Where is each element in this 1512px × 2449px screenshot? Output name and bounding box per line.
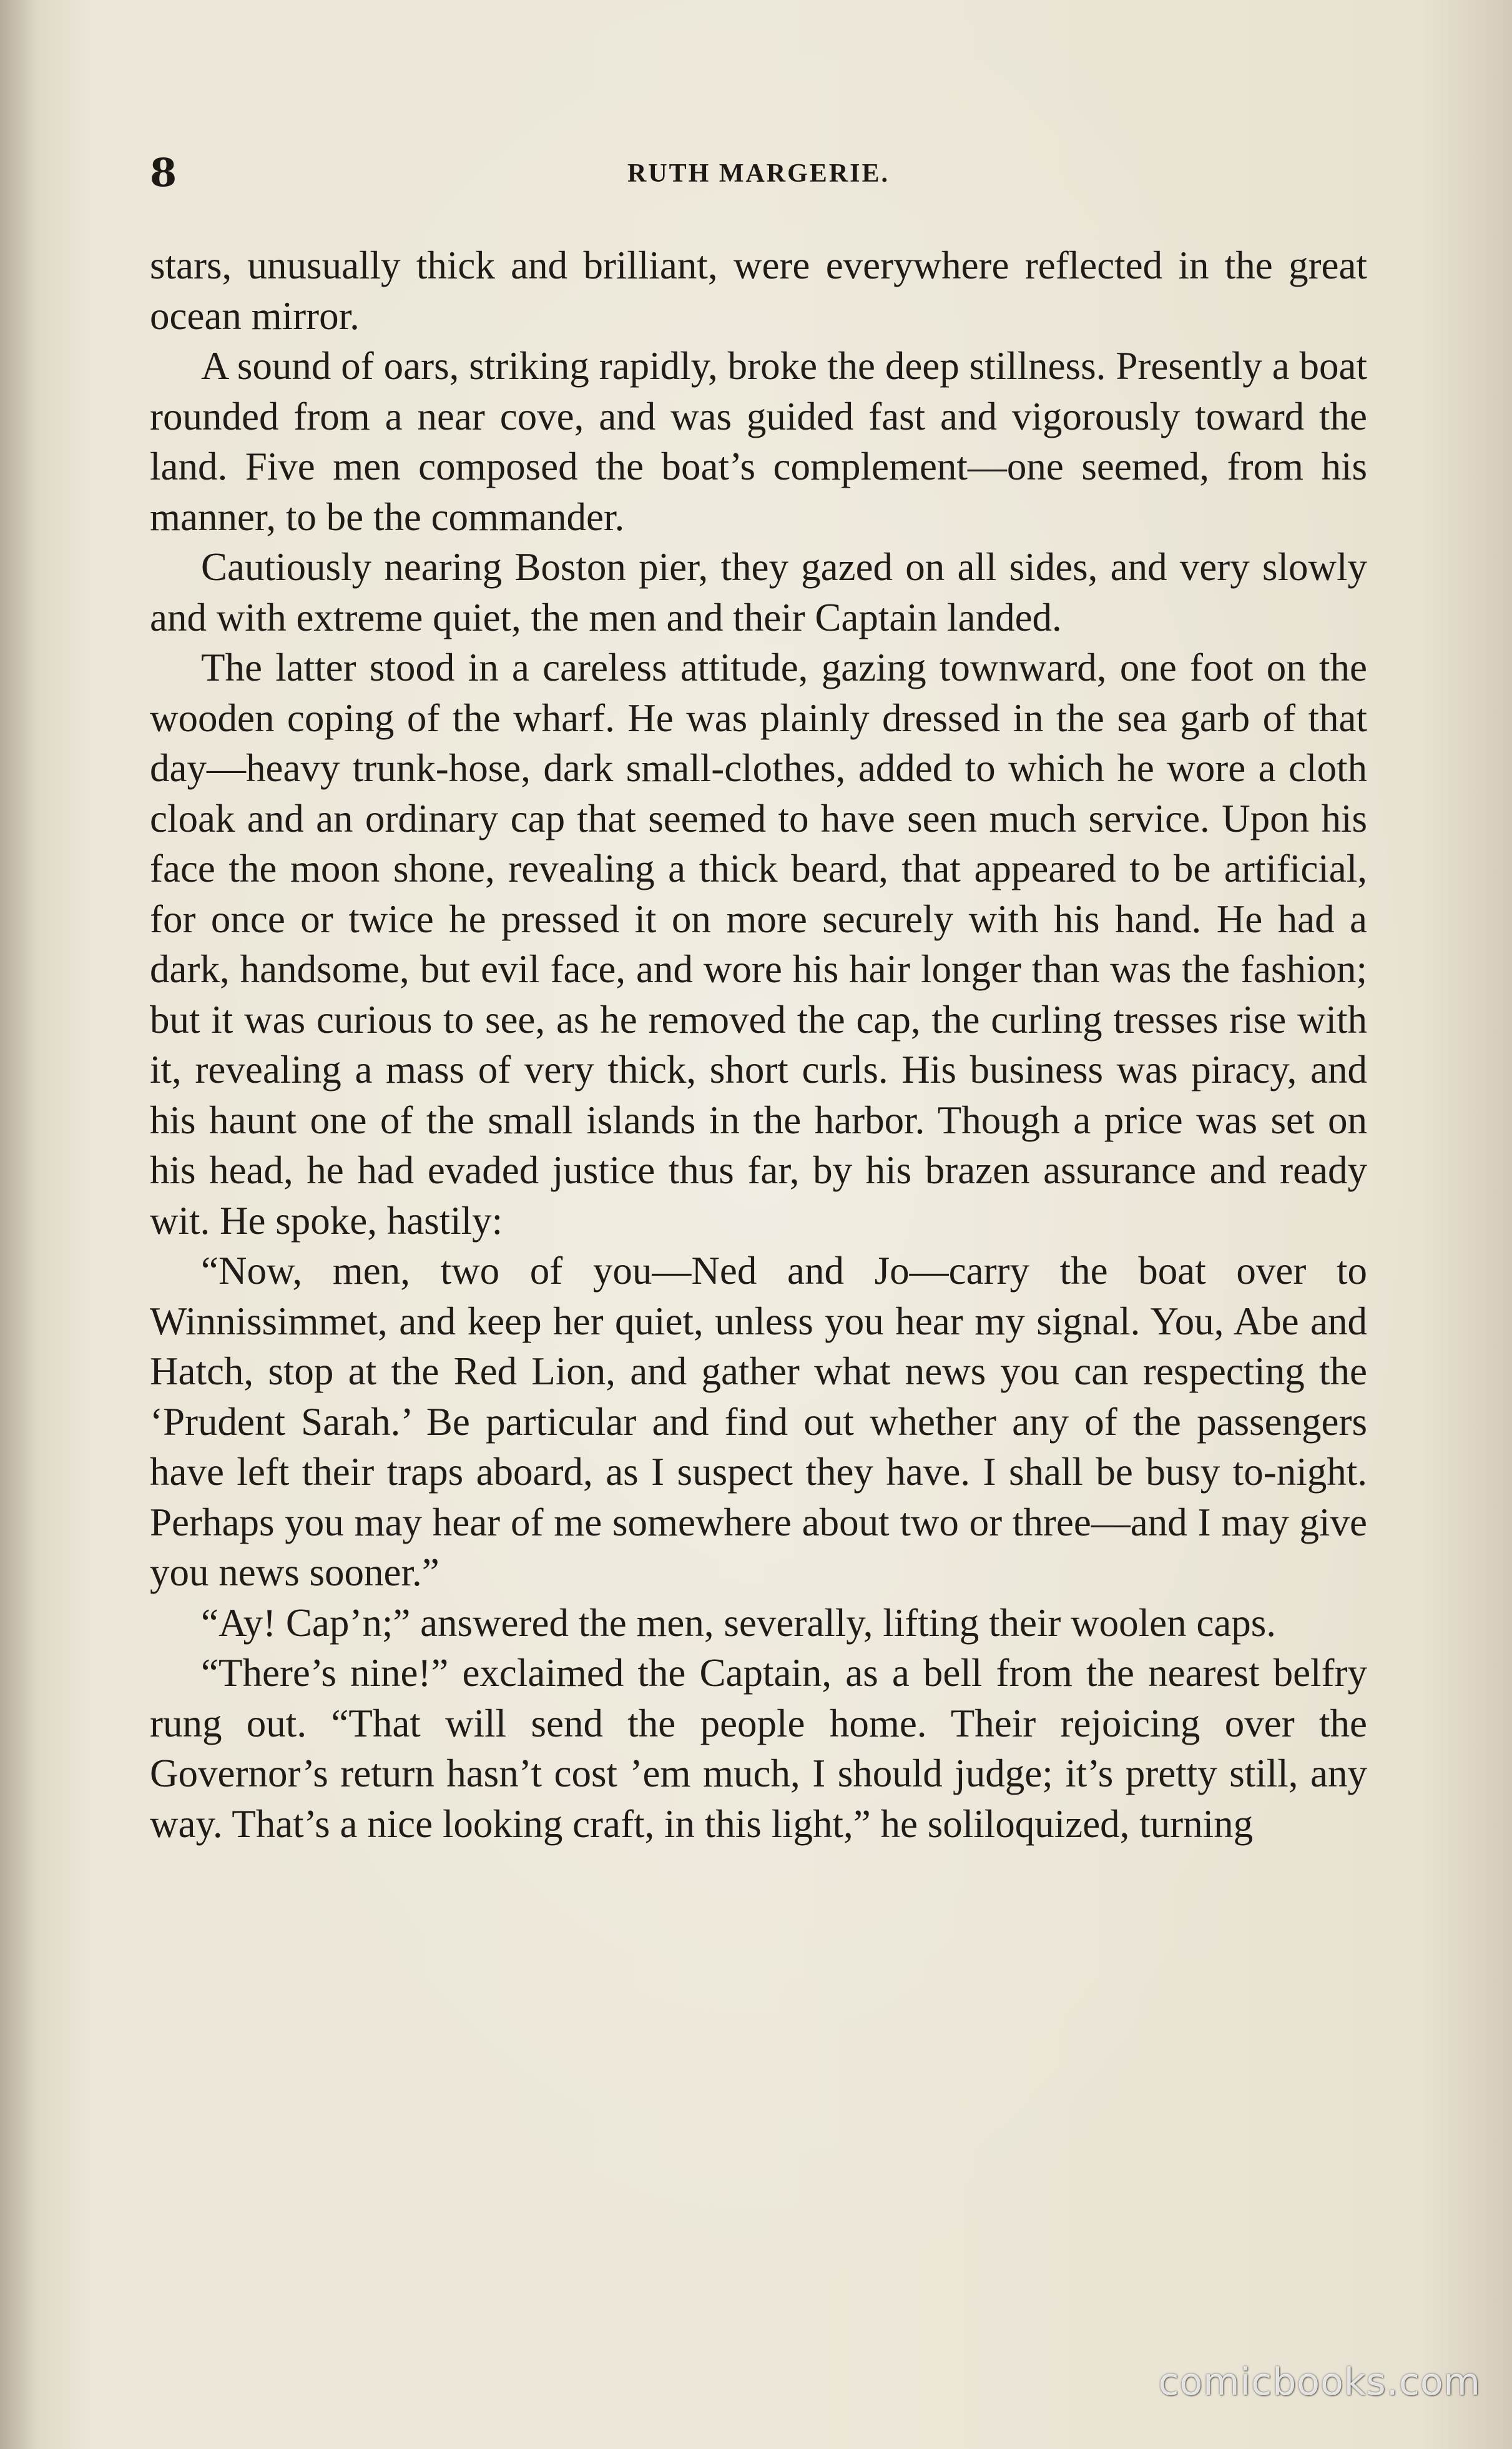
running-head <box>150 150 1367 200</box>
paragraph: Cautiously nearing Boston pier, they gazed on all sides, and very slowly and with extreme quiet, the men and their Captain landed. <box>150 545 1367 639</box>
paragraph: “There’s nine!” exclaimed the Captain, as a bell from the nearest belfry rung out. “That will send the people home. Their rejoicing over the Governor’s return hasn’t cost ’em much, I should judge; it’s pretty still, any way. That’s a nice looking craft, in this light,” he soliloquized, turning <box>150 1651 1367 1846</box>
watermark: comicbooks.com <box>1158 2360 1481 2404</box>
paragraph: The latter stood in a careless attitude, gazing townward, one foot on the wooden coping of the wharf. He was plainly dressed in the sea garb of that day—heavy trunk-hose, dark small-clothes, added to which he wore a cloth cloak and an ordinary cap that seemed to have seen much service. Upon his face the moon shone, revealing a thick beard, that appeared to be artificial, for once or twice he pressed it on more securely with his hand. He had a dark, handsome, but evil face, and wore his hair longer than was the fashion; but it was curious to see, as he removed the cap, the curling tresses rise with it, revealing a mass of very thick, short curls. His business was piracy, and his haunt one of the small islands in the harbor. Though a price was set on his head, he had evaded justice thus far, by his brazen assurance and ready wit. He spoke, hastily: <box>150 646 1367 1243</box>
paragraph-continued: stars, unusually thick and brilliant, were everywhere reflected in the great ocean mirror. <box>150 244 1367 338</box>
paragraph: A sound of oars, striking rapidly, broke the deep stillness. Presently a boat rounded from a near cove, and was guided fast and vigorously toward the land. Five men composed the boat’s complement—one seemed, from his manner, to be the commander. <box>150 344 1367 539</box>
running-title: RUTH MARGERIE. <box>627 159 890 188</box>
paragraph: “Ay! Cap’n;” answered the men, severally, lifting their woolen caps. <box>201 1600 1277 1645</box>
body-text <box>150 240 1367 1849</box>
paragraph: “Now, men, two of you—Ned and Jo—carry the boat over to Winnissimmet, and keep her quiet, unless you hear my signal. You, Abe and Hatch, stop at the Red Lion, and gather what news you can respecting the ‘Prudent Sarah.’ Be particular and find out whether any of the passengers have left their traps aboard, as I suspect they have. I shall be busy to-night. Perhaps you may hear of me somewhere about two or three—and I may give you news sooner.” <box>150 1249 1367 1594</box>
spine-shadow <box>0 0 37 2449</box>
page-number: 8 <box>150 150 177 195</box>
